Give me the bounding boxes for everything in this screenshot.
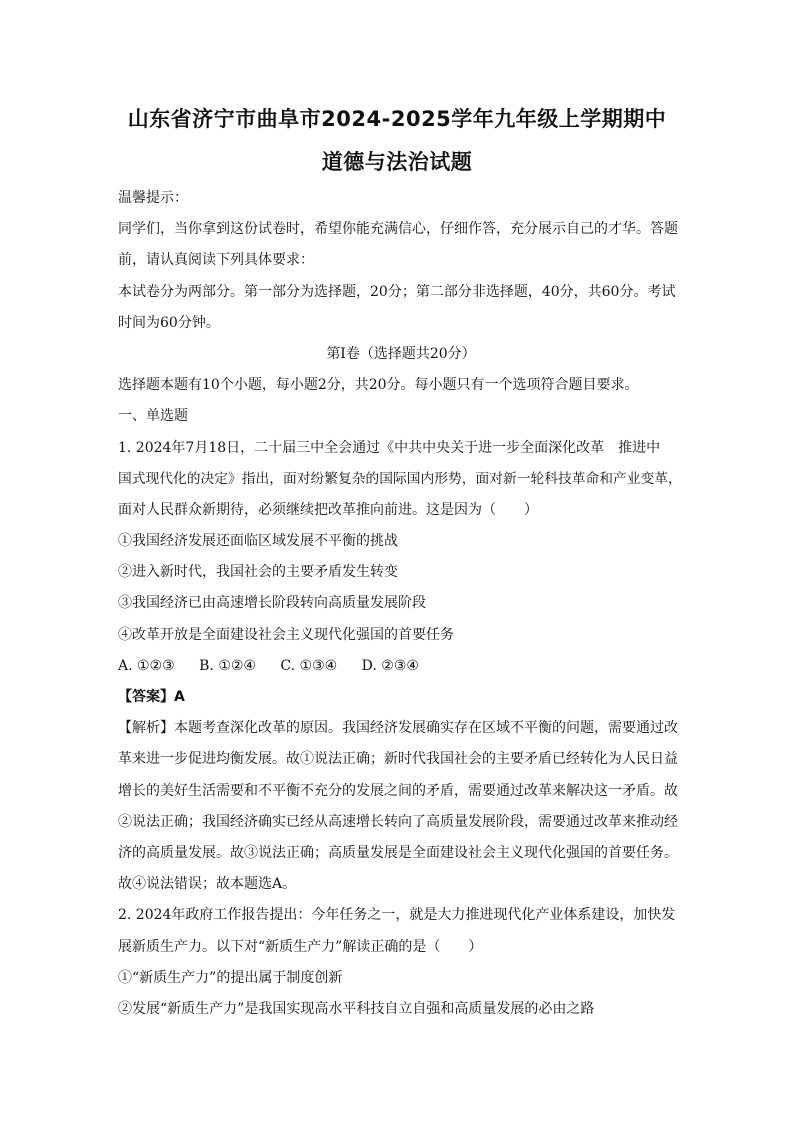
exam-title: 山东省济宁市曲阜市2024-2025学年九年级上学期期中 <box>127 107 667 131</box>
q1-analysis-line: 故④说法错误；故本题选A。 <box>118 876 297 893</box>
part-heading: 一、单选题 <box>118 408 188 425</box>
q1-statement: ④改革开放是全面建设社会主义现代化强国的首要任务 <box>118 626 454 643</box>
q1-stem-line: 国式现代化的决定》指出，面对纷繁复杂的国际国内形势，面对新一轮科技革命和产业变革， <box>118 470 682 487</box>
section-title: 第Ⅰ卷（选择题共20分） <box>326 345 476 362</box>
section-note: 选择题本题有10个小题，每小题2分，共20分。每小题只有一个选项符合题目要求。 <box>118 377 639 394</box>
q1-stem-line: 1. 2024年7月18日，二十届三中全会通过《中共中央关于进一步全面深化改革 推进中 <box>118 439 661 456</box>
q1-stem-line: 面对人民群众新期待，必须继续把改革推向前进。这是因为（ ） <box>118 501 538 518</box>
exam-body <box>118 183 684 1025</box>
q1-option-b: B. ①②④ <box>199 657 256 674</box>
q2-stem-line: 展新质生产力。以下对“新质生产力”解读正确的是（ ） <box>118 938 483 955</box>
q1-analysis-line: 增长的美好生活需要和不平衡不充分的发展之间的矛盾，需要通过改革来解决这一矛盾。故 <box>118 782 678 799</box>
tips-line: 本试卷分为两部分。第一部分为选择题，20分；第二部分非选择题，40分，共60分。考试 <box>118 283 676 300</box>
q2-stem-line: 2. 2024年政府工作报告提出：今年任务之一，就是大力推进现代化产业体系建设，加快发 <box>118 907 676 924</box>
q1-statement: ①我国经济发展还面临区域发展不平衡的挑战 <box>118 533 398 550</box>
q1-option-a: A. ①②③ <box>118 657 175 674</box>
q1-analysis-line: 革来进一步促进均衡发展。故①说法正确；新时代我国社会的主要矛盾已经转化为人民日益 <box>118 751 678 768</box>
q1-statement: ②进入新时代，我国社会的主要矛盾发生转变 <box>118 564 398 581</box>
q1-analysis-line: 【解析】本题考查深化改革的原因。我国经济发展确实存在区域不平衡的问题，需要通过改 <box>118 720 678 737</box>
q1-option-d: D. ②③④ <box>361 657 419 674</box>
q2-statement: ②发展“新质生产力”是我国实现高水平科技自立自强和高质量发展的必由之路 <box>118 1000 595 1017</box>
q1-option-c: C. ①③④ <box>280 657 338 674</box>
tips-line: 时间为60分钟。 <box>118 314 220 331</box>
q1-options <box>118 651 684 682</box>
q1-analysis-line: 济的高质量发展。故③说法正确；高质量发展是全面建设社会主义现代化强国的首要任务。 <box>118 844 678 861</box>
q1-answer: 【答案】A <box>118 689 185 705</box>
tips-line: 前，请认真阅读下列具体要求： <box>118 252 314 269</box>
tips-line: 同学们，当你拿到这份试卷时，希望你能充满信心，仔细作答，充分展示自己的才华。答题 <box>118 221 678 238</box>
q1-statement: ③我国经济已由高速增长阶段转向高质量发展阶段 <box>118 595 426 612</box>
q1-analysis-line: ②说法正确；我国经济确实已经从高速增长转向了高质量发展阶段，需要通过改革来推动经 <box>118 813 678 830</box>
exam-subtitle: 道德与法治试题 <box>321 150 473 174</box>
tips-heading: 温馨提示： <box>118 190 188 206</box>
q2-statement: ①“新质生产力”的提出属于制度创新 <box>118 969 343 986</box>
